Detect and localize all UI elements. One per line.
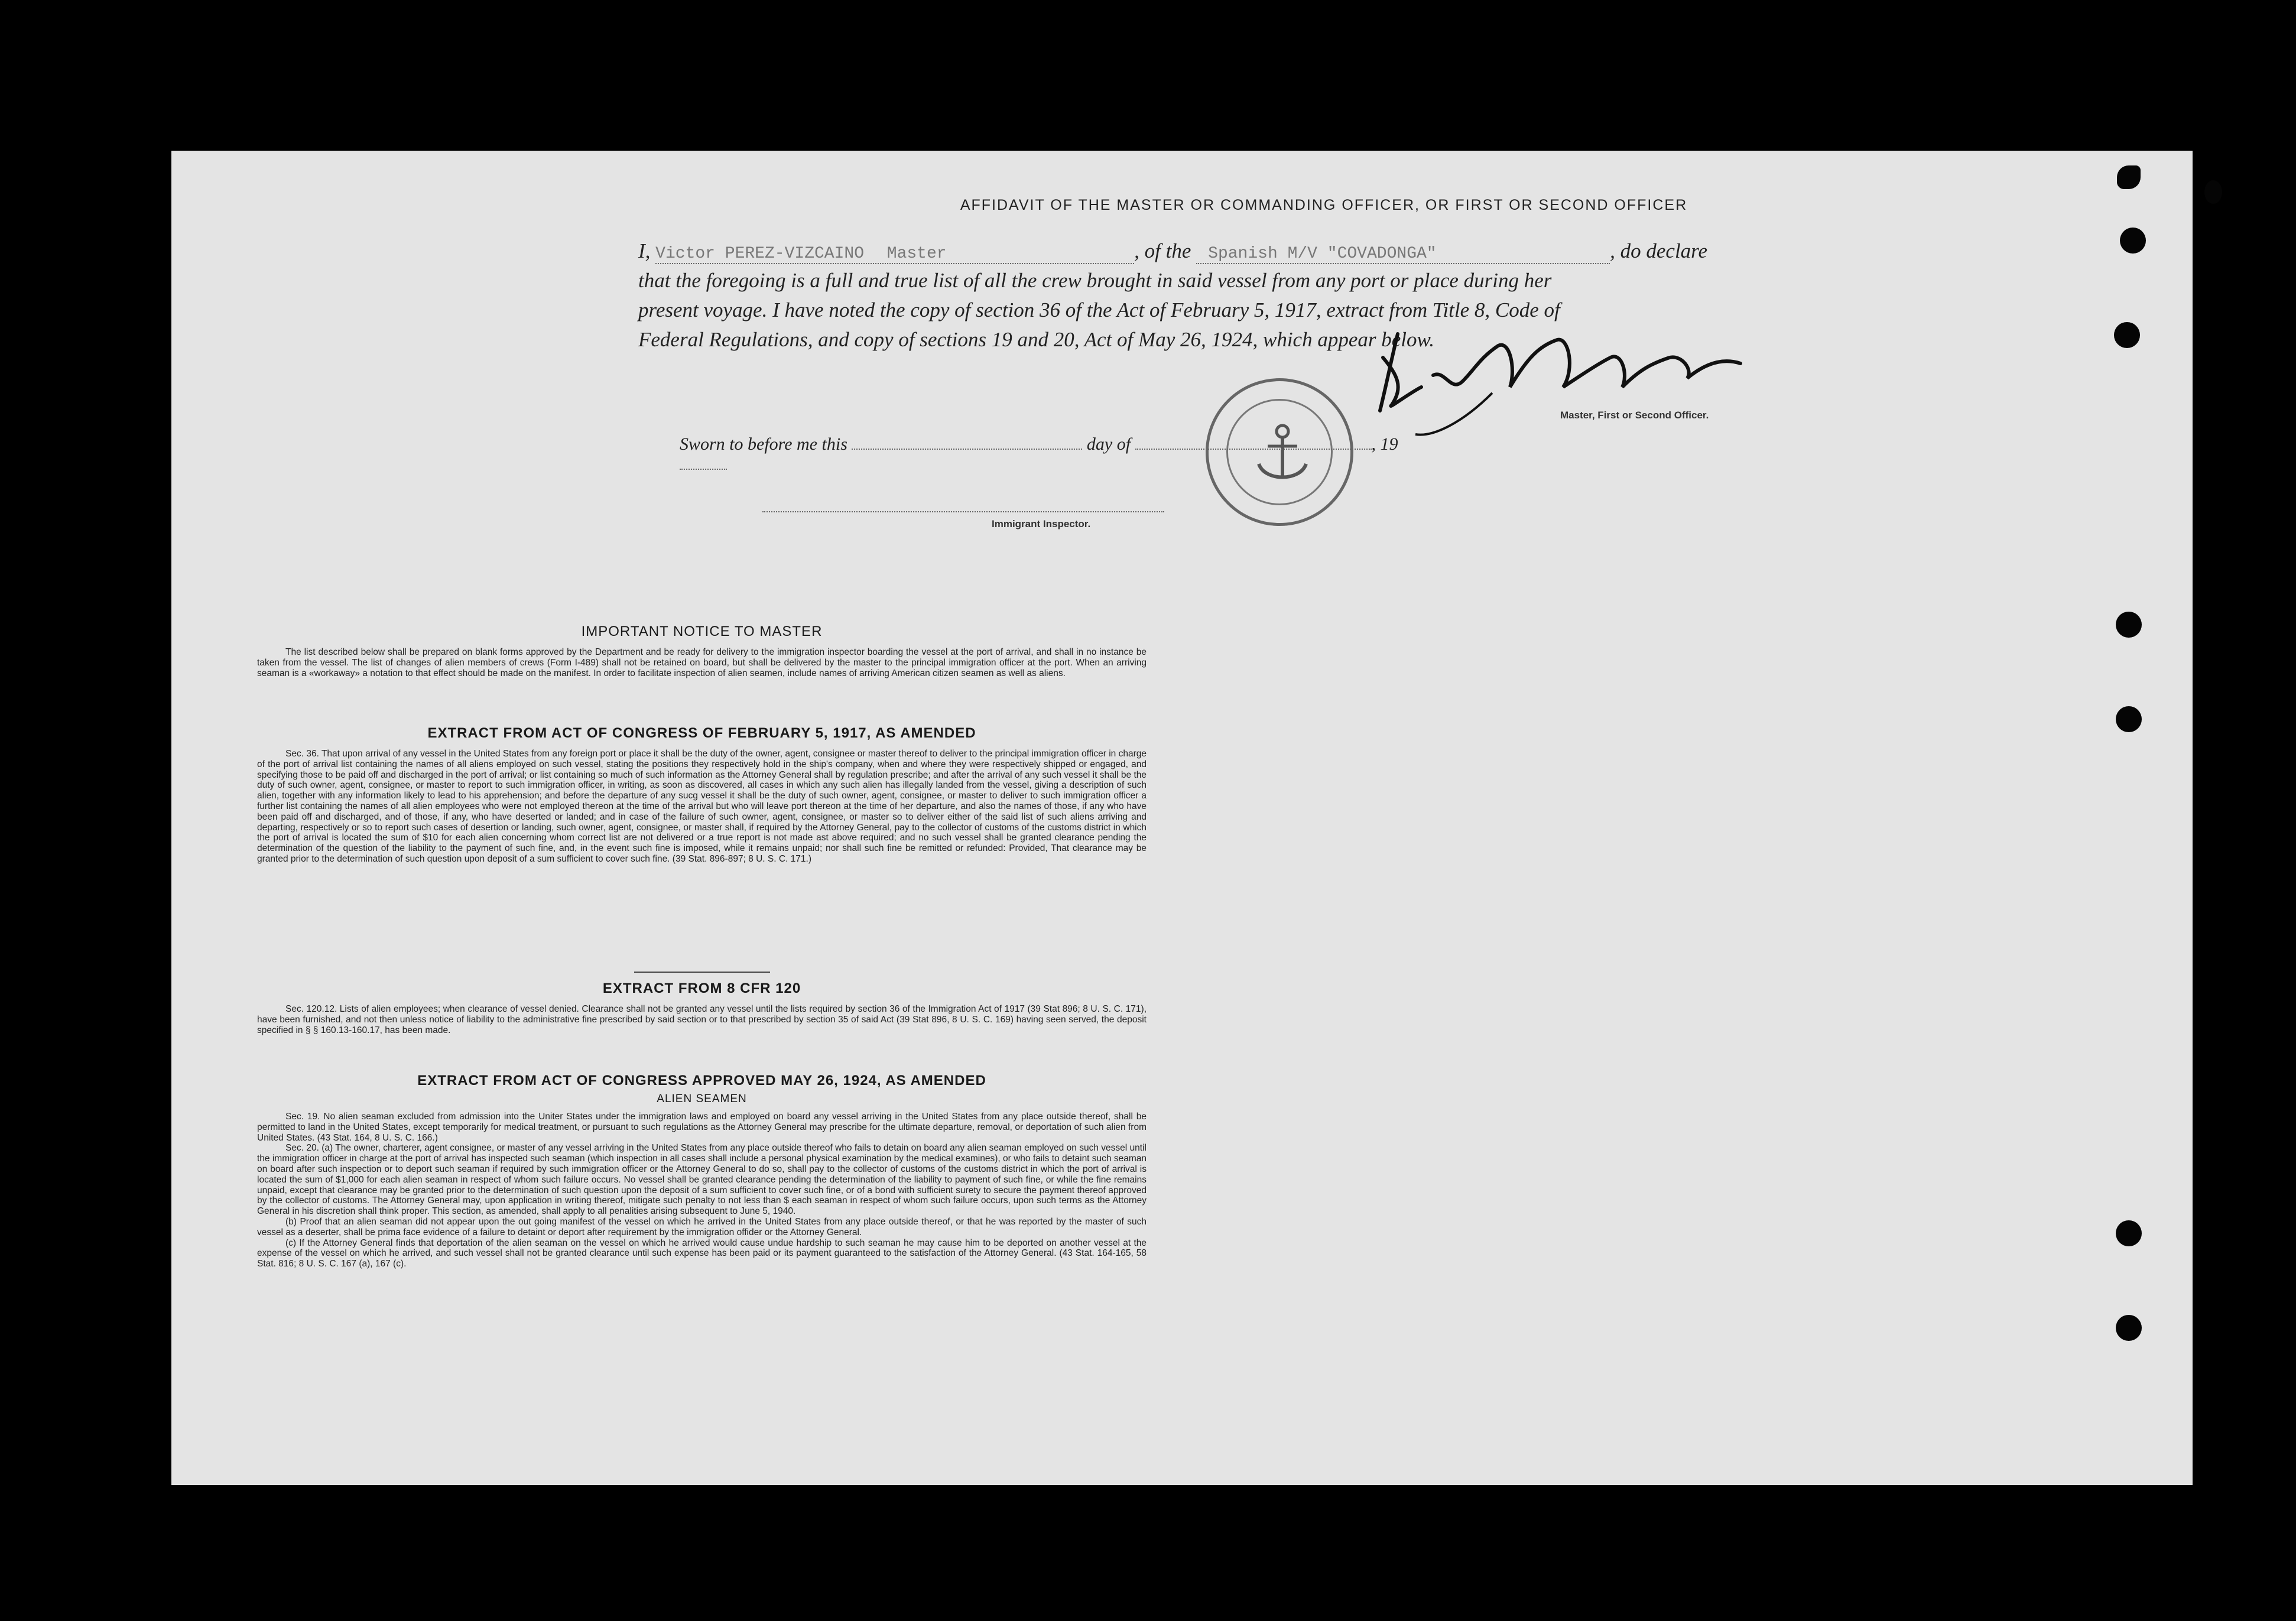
sworn-label: Sworn to before me this: [680, 434, 847, 454]
sworn-month-field: [1135, 449, 1372, 450]
declaration-line-1: [638, 239, 1749, 264]
punch-hole: [2116, 612, 2142, 638]
sworn-line: [680, 434, 1448, 475]
act-1917-heading: EXTRACT FROM ACT OF CONGRESS OF FEBRUARY 5, 1917, AS AMENDED: [427, 725, 976, 741]
inspector-signature-line: [762, 511, 1164, 512]
declaration-line-4: Federal Regulations, and copy of sections 19 and 20, Act of May 26, 1924, which appear below.: [638, 328, 1434, 351]
typed-rank: Master: [886, 245, 947, 263]
act-1924-section: [257, 1073, 1147, 1269]
typed-vessel: Spanish M/V "COVADONGA": [1208, 245, 1437, 263]
punch-hole: [2116, 1220, 2142, 1246]
cfr-section: [257, 980, 1147, 1035]
act-1917-body: Sec. 36. That upon arrival of any vessel in the United States from any foreign port or place it shall be the duty of the owner, agent, consignee or master thereof to deliver to the principal immigration officer in charge of the port of arrival list containing the names of all aliens employed on such vessel, stating the positions they respectively hold in the ship's company, when and where they were respectively shipped or engaged, and specifying those to be paid off and discharged in the port of arrival; or list containing so much of such information as the Attorney General shall by regulation prescribe; and after the arrival of any such vessel it shall be the duty of such owner, agent, consignee, or master to report to such immigration officer, in writing, as soon as discovered, all cases in which any such alien has illegally landed from the vessel, giving a description of such alien, together with any information likely to lead to his apprehension; and before the departure of any sucg vessel it shall be the duty of such owner, agent, consignee, or master to deliver to such immigration officer a further list containing the names of all alien employees who were not employed thereon at the time of the arrival but who will leave port thereon at the time of her departure, and also the names of those, if any who have been paid off and discharged, and of those, if any, who have deserted or landed; and in case of the failure of such owner, agent, consignee, or master so to deliver either of the said list of such aliens arriving and departing, respectively or so to report such cases of desertion or landing, such owner, agent, consignee, or master shall, if required by the Attorney General, pay to the collector of customs of the customs district in which the port of arrival is located the sum of $10 for each alien concerning whom correct list are not delivered or a true report is not made ast above required; and no such vessel shall be granted clearance pending the determination of the question of the liability to the payment of such fine, and, in the event such fine is imposed, while it remains unpaid; nor shall such fine be remitted or refunded: Provided, That clearance may be granted prior to the determination of such question upon deposit of a sum sufficient to cover such fine. (39 Stat. 896-897; 8 U. S. C. 171.): [257, 749, 1147, 864]
sworn-day-field: [852, 449, 1082, 450]
punch-hole: [2116, 1315, 2142, 1341]
punch-hole: [2204, 180, 2222, 204]
day-of-label: day of: [1086, 434, 1131, 454]
torn-corner-mark: [2117, 165, 2141, 189]
affidavit-title: AFFIDAVIT OF THE MASTER OR COMMANDING OFFICER, OR FIRST OR SECOND OFFICER: [960, 197, 1688, 213]
notice-heading: IMPORTANT NOTICE TO MASTER: [581, 623, 823, 639]
punch-hole: [2114, 322, 2140, 348]
notice-section: [257, 623, 1147, 678]
typed-name: Victor PEREZ-VIZCAINO: [655, 245, 865, 263]
sec-20c-body: (c) If the Attorney General finds that deportation of the alien seaman on the vessel on which he arrived would cause undue hardship to such seaman he may cause him to be deported on another vessel at the expense of the vessel on which he arrived, and such vessel shall not be granted clearance until such expense has been paid or its payment guaranteed to the satisfaction of the Attorney General. (43 Stat. 164-165, 58 Stat. 816; 8 U. S. C. 167 (a), 167 (c).: [257, 1237, 1147, 1269]
do-declare-text: , do declare: [1610, 239, 1708, 262]
divider-rule: [634, 972, 770, 973]
declaration-line-3: present voyage. I have noted the copy of section 36 of the Act of February 5, 1917, extract from Title 8, Code of: [638, 298, 1560, 321]
act-1917-section: [257, 725, 1147, 865]
inspector-label: Immigrant Inspector.: [992, 518, 1091, 529]
master-signature: [1374, 322, 1752, 440]
affidavit-page: [171, 151, 2193, 1485]
declaration-pronoun: I,: [638, 239, 651, 262]
cfr-heading: EXTRACT FROM 8 CFR 120: [602, 980, 801, 996]
sec-20b-body: (b) Proof that an alien seaman did not appear upon the out going manifest of the vessel on which he arrived in the United States from any place outside thereof, or that he was reported by the master of such vessel as a deserter, shall be prima face evidence of a failure to detaint or deport after requirement by the immigration offider or the Attorney General.: [257, 1216, 1147, 1237]
cfr-body: Sec. 120.12. Lists of alien employees; when clearance of vessel denied. Clearance shall not be granted any vessel until the lists required by section 36 of the Immigration Act of 1917 (39 Stat 896; 8 U. S. C. 171), have been furnished, and not then unless notice of liability to the administrative fine prescribed by said section or to that prescribed by section 35 of said Act (39 Stat 896, 8 U. S. C. 169) having seen served, the deposit specified in § § 160.13-160.17, has been made.: [257, 1004, 1147, 1035]
signer-label: Master, First or Second Officer.: [1560, 410, 1709, 421]
punch-hole: [2116, 706, 2142, 732]
section-divider-1: [257, 972, 1147, 973]
vessel-field: [1196, 239, 1610, 264]
year-prefix: , 19: [1371, 434, 1398, 454]
notice-body: The list described below shall be prepared on blank forms approved by the Department and be ready for delivery to the immigration inspector boarding the vessel at the port of arrival, and shall in no instance be taken from the vessel. The list of changes of alien members of crews (Form I-489) shall not be retained on board, but shall be delivered by the master to the principal immigration officer at the port. When an arriving seaman is a «workaway» a notation to that effect should be made on the manifest. In order to facilitate inspection of alien seamen, include names of arriving American citizen seamen as well as aliens.: [257, 647, 1147, 678]
sec-19-body: Sec. 19. No alien seaman excluded from admission into the Uniter States under the immigration laws and employed on board any vessel arriving in the United States from any place outside thereof, shall be permitted to land in the United States, except temporarily for medical treatment, or pursuant to such regulations as the Attorney General may prescribe for the ultimate departure, removal, or deportation of such alien from United States. (43 Stat. 164, 8 U. S. C. 166.): [257, 1112, 1147, 1143]
punch-hole: [2120, 228, 2146, 254]
declaration-line-2: that the foregoing is a full and true list of all the crew brought in said vessel from any port or place during her: [638, 269, 1552, 292]
of-the-text: , of the: [1134, 239, 1191, 262]
sec-20a-body: Sec. 20. (a) The owner, charterer, agent consignee, or master of any vessel arriving in the United States from any place outside thereof who fails to detain on board any alien seaman employed on such vessel until the immigration officer in charge at the port of arrival has inspected such seaman (which inspection in all cases shall include a personal physical examination by the medical examines), or who fails to detaint such seaman on board after such inspection or to deport such seaman if required by such immigration officer or the Attorney General to do so, shall pay to the collector of customs of the customs district in which the port of arrival is located the sum of $1,000 for each alien seaman in respect of whom such failure occurs. No vessel shall be granted clearance pending the determination of the liability to payment of such fine, or while the fine remains unpaid, except that clearance may be granted prior to the determination of such question upon the deposit of a sum sufficient to cover such fine, or of a bond with sufficient surety to secure the payment thereof approved by the collector of customs. The Attorney General may, upon application in writing thereof, mitigate such penalty to not less than $ each seaman in respect of whom such failure occurs, upon such terms as the Attorney General in his discretion shall think proper. This section, as amended, shall apply to all penalities arising subsequent to June 5, 1940.: [257, 1143, 1147, 1217]
name-field: [655, 239, 1134, 264]
sworn-year-field: [680, 469, 727, 470]
act-1924-heading: EXTRACT FROM ACT OF CONGRESS APPROVED MAY 26, 1924, AS AMENDED: [417, 1073, 986, 1089]
act-1924-subheading: ALIEN SEAMEN: [657, 1093, 747, 1105]
